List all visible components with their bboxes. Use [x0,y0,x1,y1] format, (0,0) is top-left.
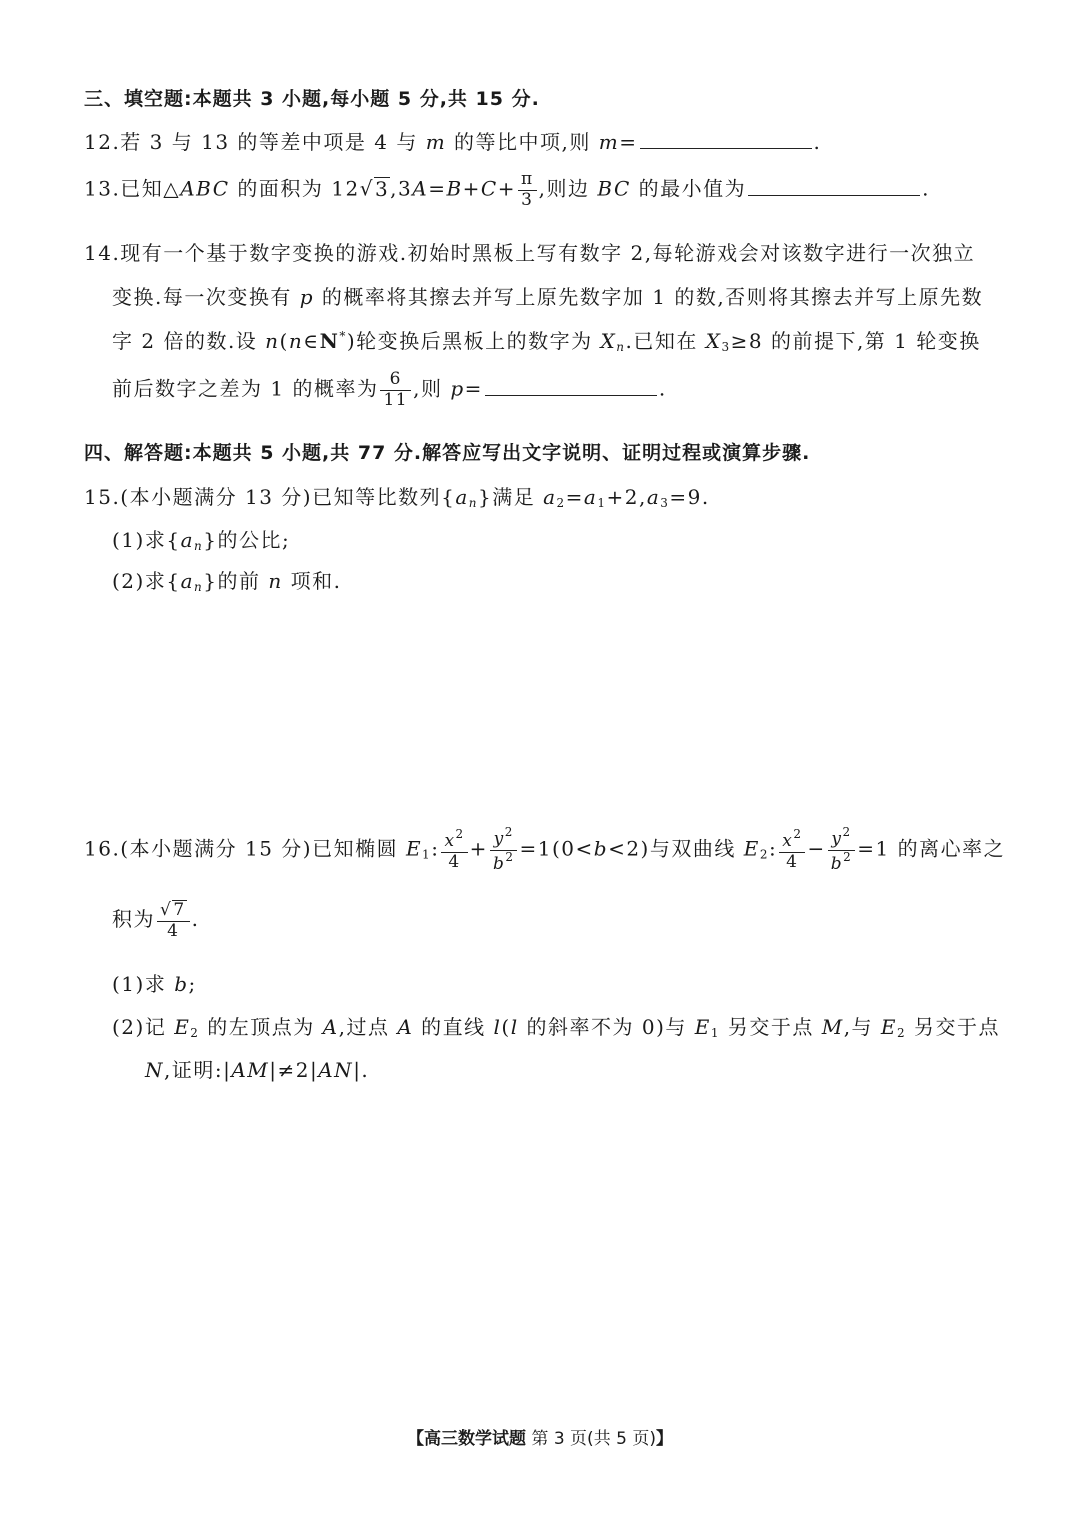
q14-end: . [658,376,667,401]
q13-abc: ABC [180,176,230,201]
q16-A: A [322,1015,339,1039]
q15-p2b: }的前 [203,569,269,593]
q16-part-1 [112,968,197,997]
q16-s1b: 1 [710,1026,720,1040]
question-16 [84,826,1005,874]
q15-p2c: 项和. [282,569,342,593]
sqrt-icon: √ [160,900,173,920]
q14-star: * [339,329,347,343]
footer-left-bracket: 【 [407,1429,425,1449]
q15-p2a: (2)求{ [112,569,181,593]
q15-stem-c: = [565,485,584,509]
q16-p1c: ; [188,972,197,996]
q16-line-2 [112,900,200,941]
q14-n: n [265,329,280,353]
q16-plus: + [469,836,488,861]
q16-part-2-cont [145,1054,369,1083]
q16-l2: l [510,1015,519,1039]
sqrt-icon: √ [359,176,374,201]
q16-p2f: 的斜率不为 0)与 [518,1015,695,1039]
q15-stem-a: 15.(本小题满分 13 分)已知等比数列{ [84,485,456,509]
q16-four: 4 [448,851,461,872]
q16-y: y [493,829,505,849]
q15-p1b: }的公比; [203,528,291,552]
q13-sqrt3: 3 [374,176,390,201]
section-3-header: 三、填空题:本题共 3 小题,每小题 5 分,共 15 分. [84,88,540,110]
q15-p1-n: n [194,539,204,553]
q16-p2i: 另交于点 [906,1015,1001,1039]
q14-line-2 [112,281,983,310]
q16-frac4-den [828,851,856,875]
q16-E2b: E [880,1015,898,1039]
q16-sq6: 2 [843,849,853,864]
q16-frac1-num [441,828,467,853]
q14-l2b: 的概率将其擦去并写上原先数字加 1 的数,否则将其擦去并写上原先数 [314,285,984,309]
q16-eq1: =1(0< [519,836,594,861]
q14-N: N [319,329,340,353]
q16-x: x [444,831,456,851]
q16-lt2: <2)与双曲线 [608,836,744,861]
q16-E1b: E [694,1015,711,1039]
q14-l4a: 前后数字之差为 1 的概率为 [112,376,379,401]
footer-title: 高三数学试题 [424,1429,527,1449]
q15-stem-d: +2, [606,485,647,509]
q12-var-m: m [425,130,447,154]
q12-text: 12.若 3 与 13 的等差中项是 4 与 [84,130,426,154]
q15-p2-sub-n: n [194,580,204,594]
q14-answer-blank[interactable] [485,394,657,396]
q16-N: N [145,1058,164,1082]
question-12 [84,126,821,155]
q15-s2: 2 [556,496,566,510]
q14-frac-num: 6 [380,370,411,391]
q14-l3a: 字 2 倍的数.设 [112,329,266,353]
q16-p1a: (1)求 [112,972,175,996]
q14-l3b: ( [279,329,289,353]
q16-p3b: |≠2| [269,1058,319,1082]
q15-part-2 [112,565,341,594]
q15-a1: a [583,485,598,509]
q14-X: X [600,329,617,353]
q12-end: . [813,130,822,154]
q16-s1: 1 [422,847,432,862]
q16-sq4: 2 [793,827,803,841]
q15-a3: a [646,485,661,509]
q13-text-d: ,则边 [538,176,598,201]
q12-equals: = [619,130,638,154]
q12-text-b: 的等比中项,则 [446,130,599,154]
q16-x-b: x [782,831,794,851]
q16-s2: 2 [759,847,769,862]
q14-line-3 [112,325,981,354]
q14-frac-den: 11 [383,389,409,410]
page-footer [0,1424,1080,1449]
footer-right-bracket: 】 [655,1429,673,1449]
q14-sub-3: 3 [721,340,731,354]
q16-p2g: 另交于点 [719,1015,822,1039]
q15-part-1 [112,524,290,553]
q15-a2: a [543,485,557,509]
q16-p2h: ,与 [843,1015,881,1039]
q15-a: a [455,485,469,509]
q16-E1: E [405,836,423,861]
q16-frac5-num [157,900,190,922]
q16-sqrt7-over-4 [157,900,190,941]
q16-p3c: |. [353,1058,370,1082]
q14-line-1: 14.现有一个基于数字变换的游戏.初始时黑板上写有数字 2,每轮游戏会对该数字进行一次独立 [84,241,976,265]
q16-y2-over-b2 [490,826,518,874]
q16-E2: E [743,836,760,861]
q16-frac4-num [828,826,856,851]
q13-text-a: 13.已知△ [84,176,181,201]
q16-sq: 2 [455,827,465,841]
q16-colon: : [431,836,440,861]
q14-l2a: 变换.每一次变换有 [112,285,300,309]
q15-p2-a: a [180,569,194,593]
q14-line-4 [112,370,667,410]
q14-p: p [299,285,315,309]
q15-stem-e: =9. [669,485,710,509]
q12-answer-blank[interactable] [640,147,812,149]
q16-p1b: b [174,972,189,996]
q12-var-m-2: m [598,130,620,154]
q15-stem-b: }满足 [477,485,544,509]
q16-p2d: 的直线 [413,1015,494,1039]
q16-minus: − [807,836,826,861]
q16-y2-over-b2-b [828,826,856,874]
q16-x2-over-4 [441,828,467,872]
q14-fraction [380,370,411,410]
q14-l3d: )轮变换后黑板上的数字为 [346,329,601,353]
question-13 [84,170,930,210]
q15-s1: 1 [597,496,607,510]
q13-pi-over-3 [518,170,537,210]
q16-x2-over-4-b [779,828,805,872]
q16-part-2 [112,1011,1000,1040]
q16-p2c: ,过点 [338,1015,398,1039]
q16-p2-s2: 2 [190,1026,200,1040]
q16-four-b: 4 [786,851,799,872]
q16-p2a: (2)记 [112,1015,175,1039]
q13-three: 3 [521,189,534,210]
q13-answer-blank[interactable] [748,194,920,196]
footer-page-number: 第 3 页(共 5 页) [526,1429,656,1449]
q16-sq2: 2 [504,825,514,839]
q16-eq2: =1 的离心率之 [857,836,1006,861]
q13-equation: A=B+C+ [412,176,516,201]
q16-l: l [493,1015,502,1039]
q13-bc: BC [597,176,631,201]
q14-l3f: ≥8 的前提下,第 1 轮变换 [730,329,981,353]
q14-X3: X [705,329,722,353]
q16-l2a: 积为 [112,907,155,932]
q14-sub-n: n [616,340,626,354]
q16-y-b: y [831,829,843,849]
section-4-header: 四、解答题:本题共 5 小题,共 77 分.解答应写出文字说明、证明过程或演算步骤. [84,442,811,464]
q13-text-c: ,3 [390,176,413,201]
q13-pi: π [518,170,537,191]
q16-p2e: ( [501,1015,511,1039]
q14-l4b: ,则 [413,376,451,401]
q16-end: . [191,907,200,932]
q16-p2b: 的左顶点为 [199,1015,323,1039]
q16-four2: 4 [167,920,180,941]
q15-p2-n: n [268,569,283,593]
question-15 [84,481,710,510]
q16-frac3-num [779,828,805,853]
q16-sqrt7: 7 [173,900,186,920]
q13-end: . [922,176,930,201]
q15-p1a: (1)求{ [112,528,181,552]
q16-b-var: b [593,836,609,861]
q15-p1-a: a [180,528,194,552]
q16-s2b: 2 [897,1026,907,1040]
q14-l3e: .已知在 [625,329,706,353]
q16-M: M [821,1015,844,1039]
q16-b-b: b [830,853,844,874]
q16-p3a: ,证明:| [164,1058,232,1082]
q16-AN: AN [318,1058,354,1082]
q16-frac2-num [490,826,518,851]
q16-colon2: : [768,836,778,861]
q16-b: b [492,853,506,874]
q16-stem-a: 16.(本小题满分 15 分)已知椭圆 [84,836,406,861]
q14-l4c: = [464,376,483,401]
q16-sq5: 2 [842,825,852,839]
q14-n2: n [288,329,304,353]
q14-p2: p [450,376,465,401]
q13-text-e: 的最小值为 [630,176,747,201]
q15-s3: 3 [660,496,670,510]
q16-AM: AM [231,1058,270,1082]
q14-l3c: ∈ [303,329,320,353]
q16-A2: A [397,1015,414,1039]
q16-frac2-den [490,851,518,875]
q13-text-b: 的面积为 12 [229,176,360,201]
q16-sq3: 2 [505,849,515,864]
q16-p2-E: E [174,1015,191,1039]
q15-n: n [468,496,478,510]
